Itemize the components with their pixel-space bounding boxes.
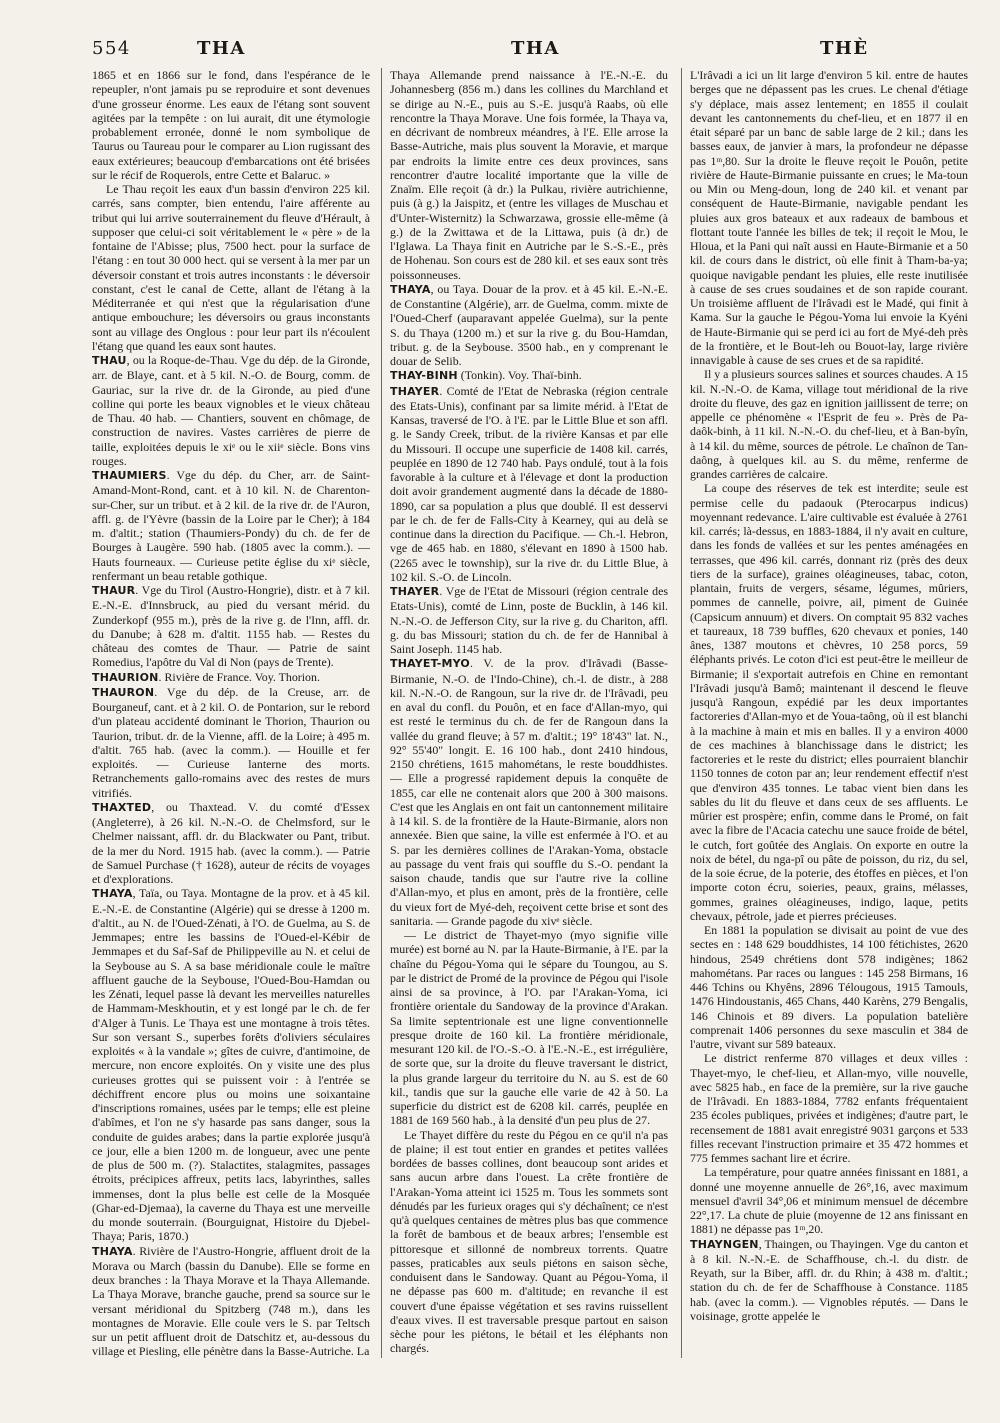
entry-body: . Vge du dép. du Cher, arr. de Saint-Amand-Mont-Rond, cant. et à 10 kil. N. de Charenton-sur-Cher, sur un tribut. et à 2 kil. de la rive dr. de l'Auron, affl. g. de l'Yèvre (bassin de la Loire par le Cher); à 184 m. d'altit.; station (Thaumiers-Pondy) du ch. de fer de Bourges à Laugère. 590 hab. (1805 avec la comm.). — Hauts fourneaux. — Curieuse petite église du xiᵉ siècle, renfermant un beau retable gothique. [92, 468, 370, 583]
dictionary-entry [390, 584, 668, 656]
continued-paragraph: L'Irâvadi a ici un lit large d'environ 5 kil. entre de hautes berges que ne dépassent pas les crues. Le chenal d'étiage s'y déplace, mais assez lentement; en 1855 il coulait devant les cantonnements du chef-lieu, et en 1877 il en était séparé par un banc de sable large de 2 kil.; dans les basses eaux, de janvier à mars, la profondeur ne dépasse pas 1ᵐ,80. Sur la droite le fleuve reçoit le Pouôn, petite rivière de Haute-Birmanie puissante en crues; le Ma-toun ou Min ou Meng-doun, long de 240 kil. et venant par conséquent de Haute-Birmanie, navigable pendant les pluies aux gros bateaux et aux radeaux de bambous et flottant toute l'année les billes de tek; il reçoit le Mou, le Hloua, et la Pani qui naît aussi en Haute-Birmanie et a 50 kil. de cours dans le district, où elle finit à Tham-ba-ya; quoique navigable pendant les pluies, elle reste inutilisée à cause de ses crues soudaines et de son rapide courant. Un troisième affluent de l'Irâvadi est le Madé, qui finit à Kama. Sur la gauche le Pégou-Yoma lui envoie la Kyéni de Haute-Birmanie qui se perd ici au fort de Myé-deh près de la frontière, et le Bout-leh ou Bouot-lay, large rivière innavigable à cause de ses crues et de sa rapidité. [690, 68, 968, 367]
column-2 [390, 68, 668, 1368]
paragraph: Il y a plusieurs sources salines et sources chaudes. A 15 kil. N.-N.-O. de Kama, village tout méridional de la rive droite du fleuve, des gaz en ignition jaillissent de terre; on appelle ce phénomène « l'Esprit de feu ». Près de Pa-daôk-binh, à 11 kil. N.-N.-O. du chef-lieu, et à Ban-byîn, à 14 kil. du même, sources de pétrole. Le chaînon de Tan-daông, à quelques kil. au S. du même, renferme de grandes carrières de calcaire. [690, 367, 968, 481]
running-head-left: THA [197, 38, 246, 59]
dictionary-entry [92, 353, 370, 468]
dictionary-entry [390, 282, 668, 369]
entry-body: , ou la Roque-de-Thau. Vge du dép. de la Gironde, arr. de Blaye, cant. et à 5 kil. N.-O. de Bourg, comm. de Gauriac, sur la rive dr. de la Gironde, au pied d'une colline qui porte les beaux vignobles et le vieux château de Thau. 40 hab. — Chantiers, souvent en chômage, de construction de navires. Vastes carrières de pierre de taille, exploitées depuis le xiᵉ ou le xiiᵉ siècle. Bons vins rouges. [92, 353, 370, 468]
entry-body: . Comté de l'Etat de Nebraska (région centrale des Etats-Unis), confinant par sa limite mérid. à l'Etat de Kansas, traversé de l'O. à l'E. par le Little Blue et son affl. g. le Sandy Creek, tribut. de la rivière Kansas et par elle du Missouri. Il occupe une superficie de 1408 kil. carrés, peuplée en 1890 de 12 740 hab. Pays ondulé, tout à la fois favorable à la culture et à l'élevage et dont la production doit avoir grandement augmenté dans la décade de 1880-1890, car sa population a plus que doublé. Il est desservi par le ch. de fer de Falls-City à Kearney, qui au delà se continue dans la direction du Pacifique. — Ch.-l. Hebron, vge de 465 hab. en 1880, s'élevant en 1890 à 1500 hab. (2265 avec le township), sur la rive dr. du Little Blue, à 102 kil. S.-O. de Lincoln. [390, 383, 668, 584]
dictionary-entry [690, 1237, 968, 1324]
paragraph: Le district renferme 870 villages et deux villes : Thayet-myo, le chef-lieu, et Allan-myo, ville nouvelle, avec 5825 hab., en face de la première, sur la rive gauche de l'Irâvadi. En 1883-1884, 7782 enfants fréquentaient 235 écoles publiques, privées et indigènes; d'autre part, le recensement de 1881 avait enregistré 9031 garçons et 533 filles recevant l'instruction primaire et 35 472 hommes et 775 femmes sachant lire et écrire. [690, 1051, 968, 1165]
running-head-right: THÈ [820, 38, 869, 59]
column-rule-2 [681, 68, 682, 1358]
paragraph: — Le district de Thayet-myo (myo signifie ville murée) est borné au N. par la Haute-Birmanie, à l'E. par la chaîne du Pégou-Yoma qui le sépare du Toungou, au S. par le district de Promé de la province de Pégou qui l'isole ainsi de sa province, à l'O. par l'Arakan-Yoma, ici frontière orientale du Sandoway de la province d'Arakan. Sa limite septentrionale est une ligne conventionnelle presque droite de 160 kil. La frontière méridionale, mesurant 120 kil. de l'O.-S.-O. à l'E.-N.-E., est irrégulière, de sorte que, sur la droite du fleuve traversant le district, la plus grande largeur du territoire du N. au S. est de 60 kil., tandis que sur la gauche elle varie de 42 à 50. La superficie du district est de 6208 kil. carrés, peuplée en 1881 de 169 560 hab., à la densité d'un peu plus de 27. [390, 928, 668, 1128]
entry-headword: THAU [92, 354, 127, 367]
paragraph: La coupe des réserves de tek est interdite; seule est permise celle du padaouk (Pterocarpus indicus) moyennant redevance. L'aire cultivable est évaluée à 2761 kil. carrés; là-dessus, en 1883-1884, il n'y avait en culture, dans les fonds de vallées et sur les pentes aménagées en terrasses, que 496 kil. carrés, donnant riz (près des deux tiers de la surface), graines oléagineuses, tabac, coton, plantain, fruits de vergers, sésame, légumes, mûriers, pommes de cannelle, poivre, ail, piment de Guinée (Capsicum annuum) et divers. On comptait 95 832 vaches et taureaux, 18 739 buffles, 620 chevaux et ponies, 140 ânes, 1387 moutons et chèvres, 10 258 porcs, 59 éléphants privés. Le coton d'ici est peut-être le meilleur de Birmanie; il s'exportait autrefois en Chine en remontant l'Irâvadi jusqu'à Bamô; maintenant il descend le fleuve jusqu'à Rangoun, expédié par les deux importantes factoreries d'Allan-myo et de Youa-taông, où il est blanchi à la machine à main et mis en balles. Il y a environ 4000 de ces machines à blanchissage dans le district; les factoreries et le reste du district; elles pourraient blanchir 1150 tonnes de coton par an; leur rendement effectif n'est que d'environ 435 tonnes. Le tabac vient bien dans les sables du lit du fleuve et dans ceux de ses affluents. Le mûrier est prospère; enfin, comme dans le Promé, on fait avec la fibre de l'Acacia catechu une sauce froide de bétel, le cutch, fort goûtée des Anglais. On exporte en outre la noix de bétel, du nga-pî ou pâte de poisson, du riz, du sel, de la soie écrue, de la poterie, des étoffes en pièces, et l'on importe coton écru, soieries, peaux, grains, mélasses, gommes, graines oléagineuses, indigo, laque, petits chevaux, pétrole, jade et pierres précieuses. [690, 481, 968, 923]
entry-headword: THAURON [92, 685, 155, 699]
entry-headword: THAYA [390, 282, 431, 296]
column-3 [690, 68, 968, 1368]
entry-headword: THAXTED [92, 800, 152, 814]
page-number: 554 [92, 38, 131, 59]
entry-body: , ou Taya. Douar de la prov. et à 45 kil. E.-N.-E. de Constantine (Algérie), arr. de Guelma, comm. mixte de l'Oued-Cherf (auparavant appelée Guelma), sur la pente S. du Thaya (1200 m.) et sur la rive g. du Bou-Hamdan, tribut. g. de la Seybouse. 3500 hab., en y comprenant le douar de Selib. [390, 281, 668, 368]
entry-body: . V. de la prov. d'Irâvadi (Basse-Birmanie, N.-O. de l'Indo-Chine), ch.-l. de distr., à 288 kil. N.-N.-O. de Rangoun, sur la rive dr. de l'Irâvadi, peu en aval du confl. du Pouôn, et en face d'Allan-myo, qui est resté le terminus du ch. de fer de Rangoun dans la vallée du grand fleuve; à 57 m. d'altit.; 19° 18'43" lat. N., 92° 55'40" longit. E. 16 100 hab., dont 2410 hindous, 2150 chrétiens, 1615 mahométans, le reste bouddhistes. — Elle a progressé rapidement depuis la conquête de 1855, car elle ne contenait alors que 200 à 300 maisons. C'est que les Anglais en ont fait un cantonnement militaire à 14 kil. S. de la frontière de la Haute-Birmanie, alors non annexée. Bien que saine, la ville est enfermée à l'O. et au S. par les dernières collines de l'Arakan-Yoma, obstacle au passage du vent frais qui souffle du S.-O. pendant la saison chaude, tandis que sur l'autre rive la colline d'Allan-myo, et plus en amont, près de la frontière, celle du vieux fort de Myé-deh, reçoivent cette brise et sont des sanitaria. — Grande pagode du xivᵉ siècle. [390, 656, 668, 928]
entry-body: . Vge du dép. de la Creuse, arr. de Bourganeuf, cant. et à 2 kil. O. de Pontarion, sur le rebord d'un plateau accidenté dominant le Thorion, Thaurion ou Taurion, tribut. dr. de la Vienne, affl. de la Loire; à 495 m. d'altit. 765 hab. (avec la comm.). — Houille et fer exploités. — Curieuse lanterne des morts. Retranchements gallo-romains avec des restes de murs vitrifiés. [92, 684, 370, 800]
column-1 [92, 68, 370, 1368]
running-head-center: THA [511, 38, 560, 59]
entry-headword: THAURION [92, 670, 159, 684]
entry-body: , ou Thaxtead. V. du comté d'Essex (Angleterre), à 26 kil. N.-N.-O. de Chelmsford, sur le Chelmer naissant, affl. dr. du Blackwater ou Pant, tribut. de la mer du Nord. 1915 hab. (avec la comm.). — Patrie de Samuel Purchase († 1628), auteur de récits de voyages et d'explorations. [92, 799, 370, 886]
dictionary-entry [92, 468, 370, 583]
entry-body: . Vge du Tirol (Austro-Hongrie), distr. et à 7 kil. E.-N.-E. d'Innsbruck, au pied du versant mérid. du Zunderkopf (955 m.), près de la rive g. de l'Inn, affl. dr. du Danube; à 628 m. d'altit. 1155 hab. — Restes du château des comtes de Thaur. — Patrie de saint Romedius, l'apôtre du Val di Non (pays de Trente). [92, 583, 370, 670]
entry-headword: THAYNGEN [690, 1237, 759, 1251]
entry-headword: THAYER [390, 384, 440, 398]
entry-headword: THAYET-MYO [390, 657, 470, 671]
paragraph: La température, pour quatre années finissant en 1881, a donné une moyenne annuelle de 26°,16, avec maximum mensuel d'avril 34°,06 et minimum mensuel de décembre 22°,17. La chute de pluie (moyenne de 12 ans finissant en 1881) ne dépasse pas 1ᵐ,20. [690, 1165, 968, 1237]
dictionary-entry [92, 886, 370, 1243]
dictionary-entry [390, 384, 668, 585]
entry-headword: THAYER [390, 585, 440, 598]
entry-body: . Rivière de France. Voy. Thorion. [158, 669, 320, 684]
entry-headword: THAYA [92, 887, 133, 901]
page-header [0, 38, 1000, 68]
dictionary-entry [390, 368, 668, 383]
entry-body: , Taïa, ou Taya. Montagne de la prov. et à 45 kil. E.-N.-E. de Constantine (Algérie) qui se dresse à 1200 m. d'altit., au N. de l'Oued-Zénati, à l'O. de Guelma, au S. de Jemmapes; entre les bassins de l'Oued-el-Kébir de Jemmapes et du Saf-Saf de Philippeville au N. et celui de la Seybouse au S. A sa base méridionale coule le maître affluent gauche de la Seybouse, l'Oued-Bou-Hamdan ou les Zénati, lequel passe là devant les merveilles naturelles de Hammam-Meskhoutin, et y est longé par le ch. de fer d'Alger à Tunis. Le Thaya est une montagne à trois têtes. Sur son versant S., superbes forêts d'oliviers séculaires exploités « à la vandale »; gîtes de cuivre, d'antimoine, de mercure, non encore exploités. On y visite une des plus curieuses grottes qui se puissent voir : à l'entrée se déchiffrent encore plus ou moins une soixantaine d'inscriptions romaines, usées par le temps; elle est pleine d'abîmes, et l'on ne s'y hasarde pas sans danger, sous la conduite de guides arabes; dans la partie explorée jusqu'à ce jour, elle a bien 1200 m. de longueur, avec une pente de plus de 500 m. (?). Stalactites, stalagmites, passages étroits, précipices affreux, petits lacs, labyrinthes, salles immenses, dont la plus belle est celle de la Mosquée (Ghar-ed-Djemaa), la caverne du Thaya est une merveille du monde souterrain. (Bourguignat, Histoire du Djebel-Thaya; Paris, 1870.) [92, 886, 370, 1244]
dictionary-entry [92, 800, 370, 887]
dictionary-entry [92, 1244, 370, 1359]
entry-body: . Rivière de l'Austro-Hongrie, affluent droit de la Morava ou March (bassin du Danube). Elle se forme en deux branches : la Thaya Morave et la Thaya Allemande. La Thaya Morave, branche gauche, prend sa source sur le versant méridional du Spitzberg (748 m.), dans les montagnes de Moravie. Elle coule vers le S. par Teltsch sur un petit affluent droit de Datschitz et, au-dessous du village et Piesling, elle pénètre dans la Basse-Autriche. La [92, 1243, 370, 1359]
column-rule-1 [381, 68, 382, 1358]
paragraph: Le Thau reçoit les eaux d'un bassin d'environ 225 kil. carrés, sans compter, bien entendu, l'aire afférente au tribut qui lui arrive souterrainement du fleuve d'Hérault, à supposer que celui-ci soit véritablement le « père » de la fontaine de l'Abisse; plus, 7500 hect. pour la surface de l'étang : en tout 30 000 hect. qui se versent à la mer par un déversoir constant et trois autres inconstants : le déversoir constant, c'est le canal de Cette, allant de l'étang à la Méditerranée et qui n'est que la régularisation d'une antique embouchure; les déversoirs ou graus inconstants sont au village des Onglous : pour leur part ils n'écoulent l'étang que quand les eaux sont hautes. [92, 182, 370, 353]
dictionary-entry [92, 670, 370, 685]
entry-headword: THAUR [92, 584, 136, 597]
dictionary-entry [92, 583, 370, 670]
continued-paragraph: Thaya Allemande prend naissance à l'E.-N.-E. du Johannesberg (856 m.) dans les collines du Marchland et se dirige au N.-E., puis au S.-E. jusqu'à Raabs, où elle rencontre la Thaya Morave. Une fois formée, la Thaya va, en décrivant de nombreux méandres, à l'E. Elle arrose la Basse-Autriche, mais plus souvent la Moravie, et marque par endroits la limite entre ces deux provinces, sans rencontrer d'autre localité importante que la ville de Znaïm. Elle reçoit (à dr.) la Pulkau, rivière autrichienne, puis (à g.) la Jaispitz, et (entre les villages de Muschau et d'Unter-Wisternitz) la Schwarzawa, grossie elle-même (à g.) de la Zwittawa et de la Littawa, puis (à dr.) de l'Iglawa. La Thaya finit en Autriche par le S.-S.-E., près de Hohenau. Son cours est de 280 kil. et ses eaux sont très poissonneuses. [390, 68, 668, 282]
continued-paragraph: 1865 et en 1866 sur le fond, dans l'espérance de le repeupler, n'ont jamais pu se reproduire et sont devenues d'une grosseur énorme. Les eaux de l'étang sont souvent agitées par la tempête : on lui aurait, dit une étymologie probablement erronée, donné le nom symbolique de Taurus ou Taureau pour le comparer au Lion rugissant des eaux extérieures; beaucoup d'embarcations ont été brisées sur le récif de Roquerols, entre Cette et Balaruc. » [92, 68, 370, 182]
entry-headword: THAYA [92, 1244, 133, 1258]
entry-headword: THAUMIERS [92, 469, 167, 482]
entry-body: . Vge de l'Etat de Missouri (région centrale des Etats-Unis), comté de Linn, poste de Bucklin, à 146 kil. N.-N.-O. de Jefferson City, sur la rive g. du Chariton, affl. g. du bas Missouri; station du ch. de fer de Hannibal à Saint Joseph. 1145 hab. [390, 584, 668, 656]
paragraph: Le Thayet diffère du reste du Pégou en ce qu'il n'a pas de plaine; il est tout entier en grandes et petites vallées bordées de basses collines, dont beaucoup sont arides et sans aucun arbre dans l'ouest. La crête frontière de l'Arakan-Yoma atteint ici 1525 m. Tous les sommets sont dénudés par les furieux orages qui s'y déchaînent; ce n'est qu'à quelques centaines de mètres plus bas que commence la forêt de bambous et de beaux arbres; l'ensemble est pittoresque et sillonné de nombreux torrents. Quatre passes, praticables aux seuls piétons en saison sèche, conduisent dans le Sandoway. Quant au Pégou-Yoma, il ne dépasse pas 600 m. d'altitude; en revanche il est couvert d'une épaisse végétation et ses ravins ruissellent d'eaux vives. Il est traversable presque partout en saison sèche pour les piétons, le bétail et les éléphants non chargés. [390, 1127, 668, 1356]
dictionary-entry [390, 656, 668, 928]
entry-body: (Tonkin). Voy. Thaï-binh. [457, 368, 582, 383]
paragraph: En 1881 la population se divisait au point de vue des sectes en : 148 629 bouddhistes, 14 100 fétichistes, 2620 hindous, 2549 chrétiens dont 578 indigènes; 1862 mahométans. Par races ou langues : 145 258 Birmans, 16 446 Tchins ou Khyêns, 2896 Télougous, 1915 Tamouls, 1476 Hindoustanis, 465 Chans, 440 Karèns, 279 Bengalis, 146 Chinois et 89 divers. La population batelière comprenait 1406 personnes du sexe masculin et 384 de l'autre, vivant sur 589 bateaux. [690, 923, 968, 1051]
entry-headword: THAY-BINH [390, 369, 458, 383]
entry-body: , Thaingen, ou Thayingen. Vge du canton et à 8 kil. N.-N.-E. de Schaffhouse, ch.-l. du distr. de Reyath, sur la Biber, affl. dr. du Rhin; à 438 m. d'altit.; station du ch. de fer de Schaffhouse à Constance. 1185 hab. (avec la comm.). — Vignobles réputés. — Dans le voisinage, grotte appelée le [690, 1236, 968, 1323]
dictionary-entry [92, 685, 370, 800]
